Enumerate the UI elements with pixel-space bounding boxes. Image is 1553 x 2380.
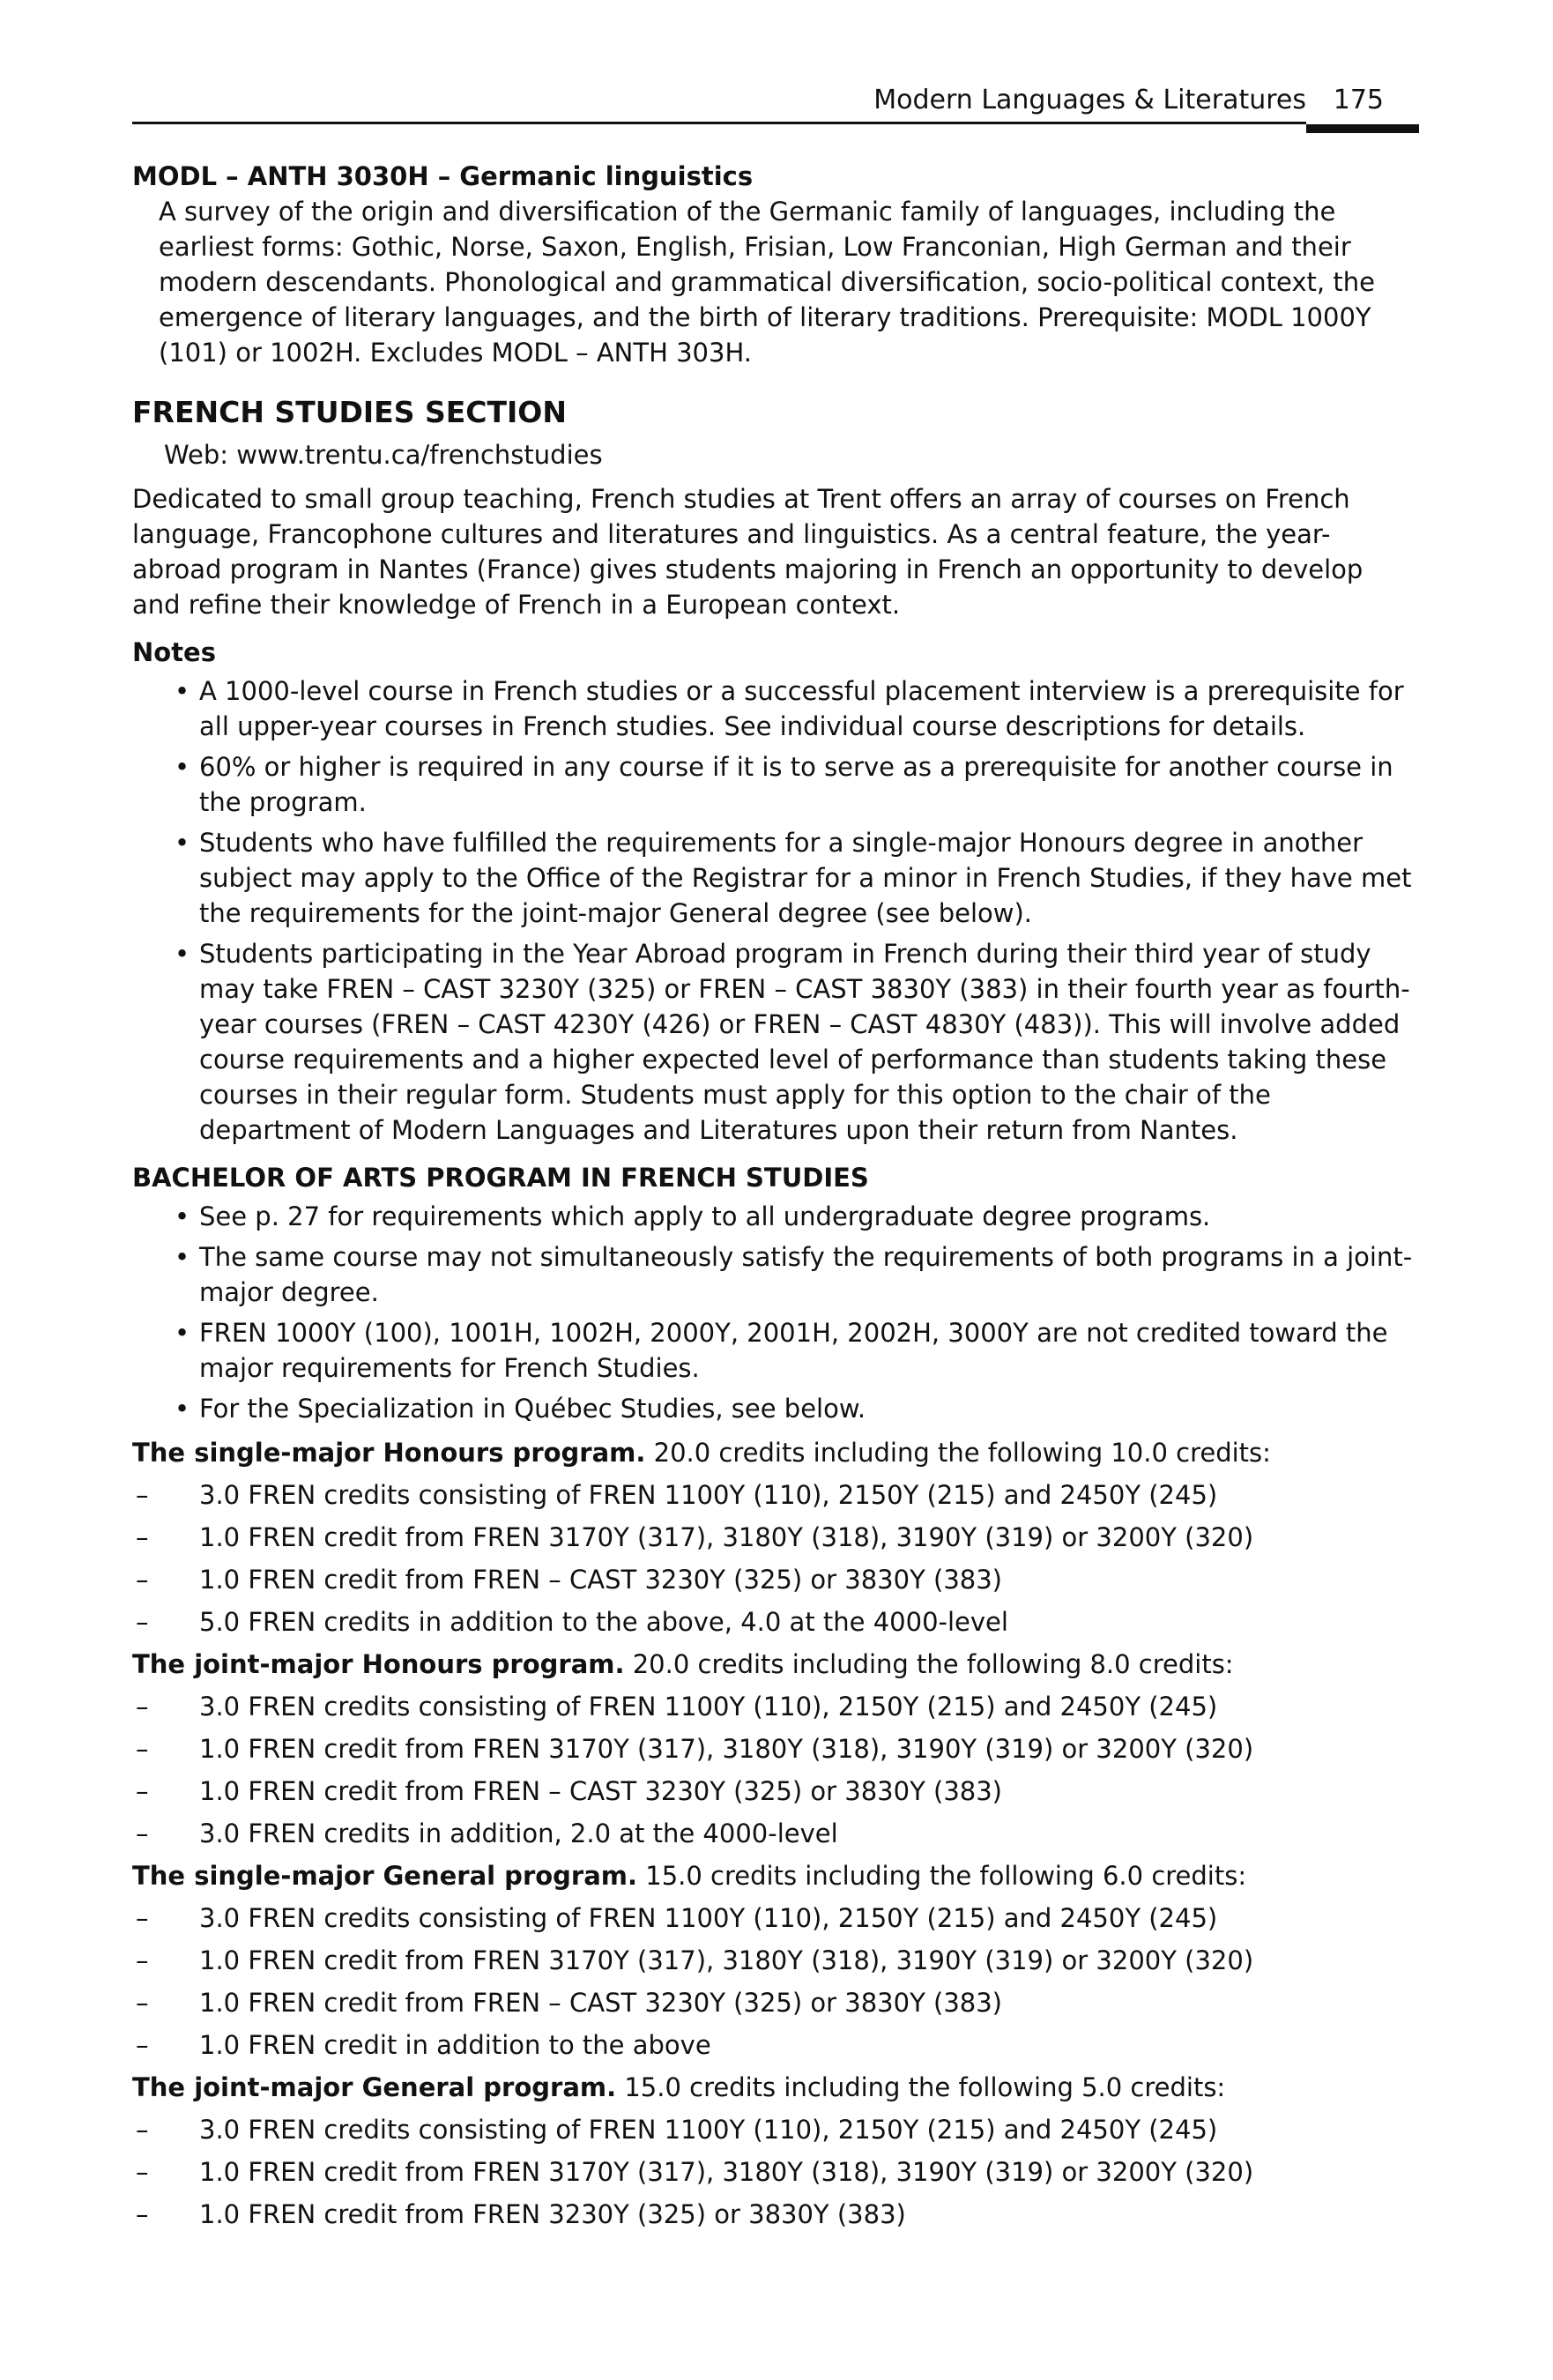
program-heading: [132, 2066, 1419, 2109]
running-title: Modern Languages & Literatures: [873, 85, 1306, 115]
program-name: The single-major General program.: [132, 1861, 638, 1891]
program-name: The joint-major General program.: [132, 2072, 617, 2102]
program-summary: 20.0 credits including the following 10.0 credits:: [645, 1438, 1271, 1468]
page-number-bar: [1306, 124, 1419, 133]
requirement-item: – 3.0 FREN credits consisting of FREN 1100Y (110), 2150Y (215) and 2450Y (245): [132, 1685, 1419, 1728]
requirement-item: – 3.0 FREN credits consisting of FREN 1100Y (110), 2150Y (215) and 2450Y (245): [132, 1897, 1419, 1939]
requirement-item: – 5.0 FREN credits in addition to the above, 4.0 at the 4000-level: [132, 1601, 1419, 1643]
requirement-item: – 3.0 FREN credits consisting of FREN 1100Y (110), 2150Y (215) and 2450Y (245): [132, 2109, 1419, 2151]
program-name: The single-major Honours program.: [132, 1438, 646, 1468]
requirement-item: – 1.0 FREN credit from FREN 3170Y (317), 3180Y (318), 3190Y (319) or 3200Y (320): [132, 2151, 1419, 2193]
course-description: A survey of the origin and diversification of the Germanic family of languages, including the earliest forms: Gothic, Norse, Saxon, English, Frisian, Low Franconian, High German and their modern descendants. Phonological and grammatical diversification, socio-political context, the emergence of literary languages, and the birth of literary traditions. Prerequisite: MODL 1000Y (101) or 1002H. Excludes MODL – ANTH 303H.: [159, 197, 1375, 368]
section-intro: Dedicated to small group teaching, French studies at Trent offers an array of courses on French language, Francophone cultures and literatures and linguistics. As a central feature, the year-abroad program in Nantes (France) gives students majoring in French an opportunity to develop and refine their knowledge of French in a European context.: [132, 484, 1364, 620]
section-title: FRENCH STUDIES SECTION: [132, 395, 567, 429]
requirement-item: – 1.0 FREN credit from FREN 3170Y (317), 3180Y (318), 3190Y (319) or 3200Y (320): [132, 1728, 1419, 1770]
list-item: • Students who have fulfilled the requirements for a single-major Honours degree in another subject may apply to the Office of the Registrar for a minor in French Studies, if they have met the requirements for the joint-major General degree (see below).: [132, 825, 1419, 931]
notes-heading: Notes: [132, 637, 216, 667]
program-summary: 15.0 credits including the following 6.0 credits:: [637, 1861, 1247, 1891]
list-item: • See p. 27 for requirements which apply to all undergraduate degree programs.: [132, 1199, 1419, 1234]
program-requirements: [132, 1474, 1419, 1643]
requirement-item: – 3.0 FREN credits in addition, 2.0 at the 4000-level: [132, 1812, 1419, 1855]
list-item: • The same course may not simultaneously satisfy the requirements of both programs in a joint-major degree.: [132, 1239, 1419, 1310]
program-name: The joint-major Honours program.: [132, 1649, 625, 1679]
program-requirements: [132, 1685, 1419, 1855]
section-web-link[interactable]: Web: www.trentu.ca/frenchstudies: [164, 440, 603, 470]
program-requirements: [132, 2109, 1419, 2235]
requirement-item: – 1.0 FREN credit in addition to the above: [132, 2024, 1419, 2066]
requirement-item: – 3.0 FREN credits consisting of FREN 1100Y (110), 2150Y (215) and 2450Y (245): [132, 1474, 1419, 1516]
program-heading: [132, 1855, 1419, 1897]
requirement-item: – 1.0 FREN credit from FREN – CAST 3230Y (325) or 3830Y (383): [132, 1558, 1419, 1601]
course-title: MODL – ANTH 3030H – Germanic linguistics: [132, 161, 754, 191]
list-item: • 60% or higher is required in any course if it is to serve as a prerequisite for another course in the program.: [132, 749, 1419, 820]
requirement-item: – 1.0 FREN credit from FREN – CAST 3230Y (325) or 3830Y (383): [132, 1982, 1419, 2024]
notes-list: [132, 673, 1419, 1148]
requirement-item: – 1.0 FREN credit from FREN – CAST 3230Y (325) or 3830Y (383): [132, 1770, 1419, 1812]
program-summary: 15.0 credits including the following 5.0 credits:: [616, 2072, 1226, 2102]
ba-heading: BACHELOR OF ARTS PROGRAM IN FRENCH STUDIES: [132, 1163, 869, 1193]
requirement-item: – 1.0 FREN credit from FREN 3170Y (317), 3180Y (318), 3190Y (319) or 3200Y (320): [132, 1939, 1419, 1982]
requirement-item: – 1.0 FREN credit from FREN 3170Y (317), 3180Y (318), 3190Y (319) or 3200Y (320): [132, 1516, 1419, 1558]
list-item: • A 1000-level course in French studies or a successful placement interview is a prerequisite for all upper-year courses in French studies. See individual course descriptions for details.: [132, 673, 1419, 744]
page-number: 175: [1333, 85, 1384, 115]
program-heading: [132, 1643, 1419, 1685]
program-requirements: [132, 1897, 1419, 2066]
requirement-item: – 1.0 FREN credit from FREN 3230Y (325) or 3830Y (383): [132, 2193, 1419, 2235]
ba-bullets: [132, 1199, 1419, 1426]
list-item: • Students participating in the Year Abroad program in French during their third year of study may take FREN – CAST 3230Y (325) or FREN – CAST 3830Y (383) in their fourth year as fourth-year courses (FREN – CAST 4230Y (426) or FREN – CAST 4830Y (483)). This will involve added course requirements and a higher expected level of performance than students taking these courses in their regular form. Students must apply for this option to the chair of the department of Modern Languages and Literatures upon their return from Nantes.: [132, 936, 1419, 1148]
page-content: [132, 159, 1419, 2235]
list-item: • For the Specialization in Québec Studies, see below.: [132, 1391, 1419, 1426]
program-summary: 20.0 credits including the following 8.0 credits:: [624, 1649, 1234, 1679]
header-rule: [132, 122, 1306, 124]
list-item: • FREN 1000Y (100), 1001H, 1002H, 2000Y, 2001H, 2002H, 3000Y are not credited toward the major requirements for French Studies.: [132, 1315, 1419, 1386]
running-header: [132, 79, 1419, 132]
program-heading: [132, 1432, 1419, 1474]
